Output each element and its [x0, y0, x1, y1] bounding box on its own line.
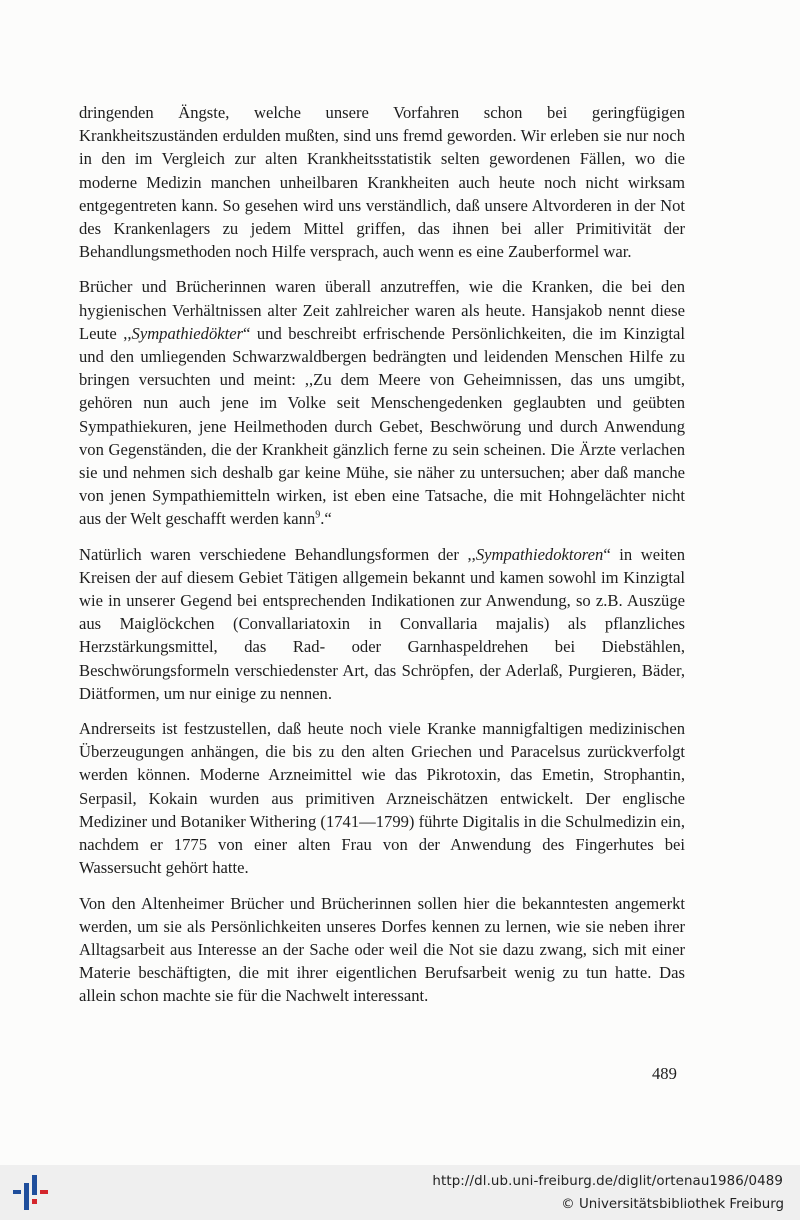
- page-number: 489: [652, 1064, 677, 1083]
- copyright-notice: © Universitätsbibliothek Freiburg: [561, 1197, 784, 1212]
- footer-bar: [0, 1165, 800, 1220]
- footnote-ref: 9: [315, 509, 321, 521]
- text-run: Andrerseits ist festzustellen, daß heute noch viele Kranke mannigfaltigen medizinischen Überzeugungen anhängen, die bis zu den alten Griechen und Paracelsus zurückverfolgt werden können. Moderne Arzneimittel wie das Pikrotoxin, das Emetin, Strophantin, Serpasil, Kokain wurden aus primitiven Arzneischätzen entwickelt. Der englische Mediziner und Botaniker Withering (1741—1799) führte Digitalis in die Schulmedizin ein, nachdem er 1775 von einer alten Frau von der Anwendung des Fingerhutes bei Wassersucht gehört hatte.: [79, 719, 685, 878]
- text-run: Von den Altenheimer Brücher und Brücherinnen sollen hier die bekanntesten angemerkt werden, um sie als Persönlichkeiten unseres Dorfes kennen zu lernen, wie sie neben ihrer Alltagsarbeit aus Interesse an der Sache oder weil die Not sie dazu zwang, sich mit einer Materie beschäftigten, die mit ihrer eigentlichen Berufsarbeit wenig zu tun hatte. Das allein schon machte sie für die Nachwelt interessant.: [79, 893, 685, 1006]
- paragraph: [79, 543, 685, 705]
- italic-term: Sympathiedökter: [131, 323, 244, 343]
- text-run: “ in weiten Kreisen der auf diesem Gebiet Tätigen allgemein bekannt und kamen sowohl im Kinzigtal wie in unserer Gegend bei entsprechenden Indikationen zur Anwendung, so z.B. Auszüge aus Maiglöckchen (Convallariatoxin in Convallaria majalis) als pflanzliches Herzstärkungsmittel, das Rad- oder Garnhaspeldrehen bei Diebstählen, Beschwörungsformeln verschiedenster Art, das Schröpfen, der Aderlaß, Purgieren, Bäder, Diätformen, um nur einige zu nennen.: [79, 544, 685, 703]
- text-run: dringenden Ängste, welche unsere Vorfahren schon bei geringfügigen Krankheitszuständen erdulden mußten, sind uns fremd geworden. Wir erleben sie nur noch in den im Vergleich zur alten Krankheitsstatistik selten gewordenen Fällen, wo die moderne Medizin manchen unheilbaren Krankheiten auch heute noch nicht wirksam entgegentreten kann. So gesehen wird uns verständlich, daß unsere Altvorderen in der Not des Krankenlagers zu jedem Mittel griffen, das ihnen bei aller Primitivität der Behandlungsmethoden noch Hilfe versprach, auch wenn es eine Zauberformel war.: [79, 103, 685, 262]
- paragraph: [79, 275, 685, 530]
- text-run: Brücher und Brücherinnen waren überall anzutreffen, wie die Kranken, die bei den hygienischen Verhältnissen alter Zeit zahlreicher waren als heute. Hansjakob nennt diese Leute ,,: [79, 277, 685, 343]
- ub-freiburg-logo-icon[interactable]: [10, 1173, 52, 1213]
- paragraph: [79, 892, 685, 1008]
- body-text: [79, 101, 685, 1020]
- paragraph: [79, 101, 685, 263]
- italic-term: Sympathiedoktoren: [475, 544, 604, 564]
- paragraph: [79, 717, 685, 879]
- text-run: “ und beschreibt erfrischende Persönlichkeiten, die im Kinzigtal und den umliegenden Schwarzwaldbergen bedrängten und leidenden Menschen Hilfe zu bringen versuchten und meint: ,,Zu dem Meere von Geheimnissen, das uns umgibt, gehören nun auch jene im Volke seit Menschengedenken geglaubten und geübten Sympathiekuren, jene Heilmethoden durch Gebet, Beschwörung und durch Anwendung von Gegenständen, die der Krankheit gänzlich ferne zu sein scheinen. Die Ärzte verlachen sie und nehmen sich deshalb gar keine Mühe, sie näher zu untersuchen; aber daß manche von jenen Sympathiemitteln wirken, ist eben eine Tatsache, die mit Hohngelächter nicht aus der Welt geschafft werden kann: [79, 323, 685, 529]
- text-run: Natürlich waren verschiedene Behandlungsformen der ,,: [79, 544, 476, 564]
- source-url-link[interactable]: http://dl.ub.uni-freiburg.de/diglit/ortenau1986/0489: [432, 1174, 783, 1189]
- text-run: .“: [320, 509, 332, 529]
